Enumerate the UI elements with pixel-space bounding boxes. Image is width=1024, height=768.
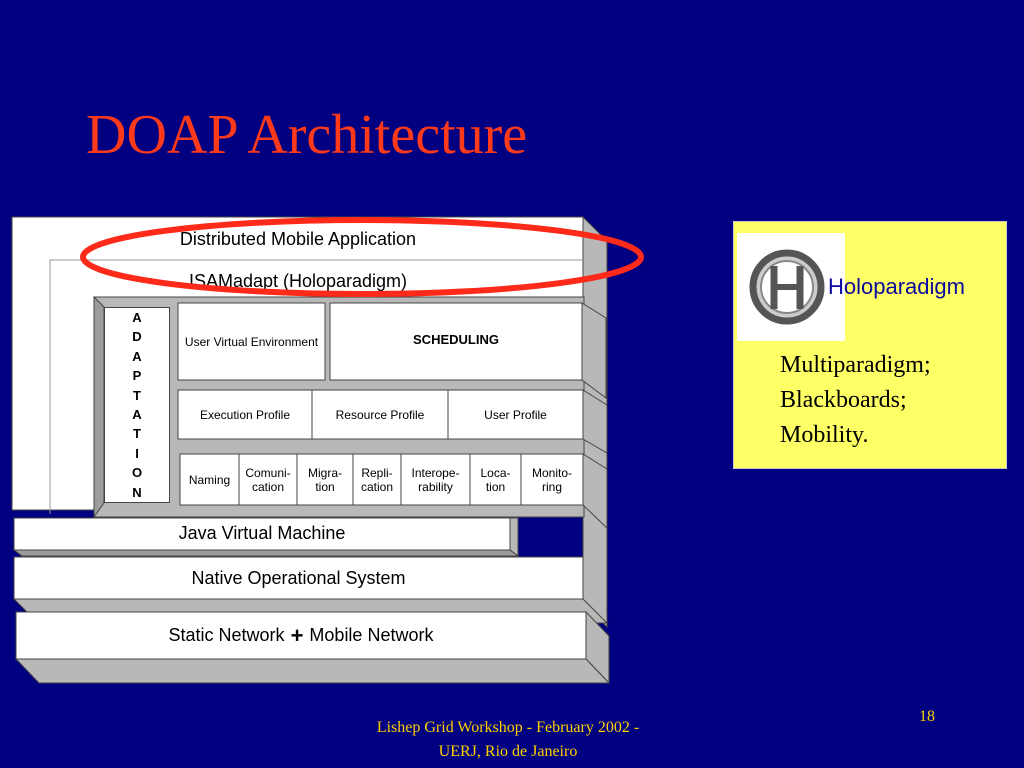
adaptation-letter: N: [132, 484, 142, 500]
location-service-label: Loca- tion: [480, 465, 511, 494]
adaptation-letter: D: [132, 329, 142, 345]
holoparadigm-label: Holoparadigm: [828, 274, 965, 299]
execution-profile-label: Execution Profile: [199, 407, 291, 422]
bullet-mobility: Mobility.: [780, 422, 869, 448]
jvm-layer-label: Java Virtual Machine: [178, 522, 346, 543]
user-virtual-environment-label: User Virtual Environment: [184, 334, 319, 349]
adaptation-letter: T: [133, 387, 141, 403]
plus-sign: +: [290, 622, 304, 648]
scheduling-label: SCHEDULING: [413, 332, 499, 347]
interoperability-service-label: Interope- rability: [411, 465, 460, 494]
bullet-multiparadigm: Multiparadigm;: [780, 352, 931, 378]
mobile-network-label: Mobile Network: [309, 625, 434, 645]
resource-profile-label: Resource Profile: [335, 407, 425, 422]
holoparadigm-bullets: [780, 348, 1000, 453]
user-profile-label: User Profile: [484, 407, 547, 422]
slide-title: DOAP Architecture: [86, 104, 528, 166]
naming-service-label: Naming: [188, 472, 231, 487]
static-network-label: Static Network: [168, 625, 285, 645]
communication-service-label: Comuni- cation: [245, 465, 291, 494]
footer-line-1: Lishep Grid Workshop - February 2002 -: [376, 719, 640, 736]
monitoring-service-label: Monito- ring: [531, 465, 572, 494]
replication-service-label: Repli- cation: [360, 465, 394, 494]
adaptation-letter: I: [135, 445, 139, 461]
page-number: 18: [919, 708, 935, 725]
adaptation-letter: A: [132, 407, 142, 423]
isamadapt-layer-label: ISAMadapt (Holoparadigm): [188, 270, 408, 291]
bullet-blackboards: Blackboards;: [780, 387, 907, 413]
adaptation-letter: A: [132, 348, 142, 364]
application-layer-label: Distributed Mobile Application: [179, 228, 417, 249]
adaptation-letter: A: [132, 310, 142, 325]
footer-line-2: UERJ, Rio de Janeiro: [438, 743, 578, 760]
adaptation-letter: O: [131, 465, 143, 481]
slide-footer: [330, 716, 686, 764]
adaptation-letter: T: [133, 426, 141, 442]
native-os-layer-label: Native Operational System: [191, 567, 406, 588]
migration-service-label: Migra- tion: [307, 465, 342, 494]
adaptation-letter: P: [132, 368, 142, 384]
